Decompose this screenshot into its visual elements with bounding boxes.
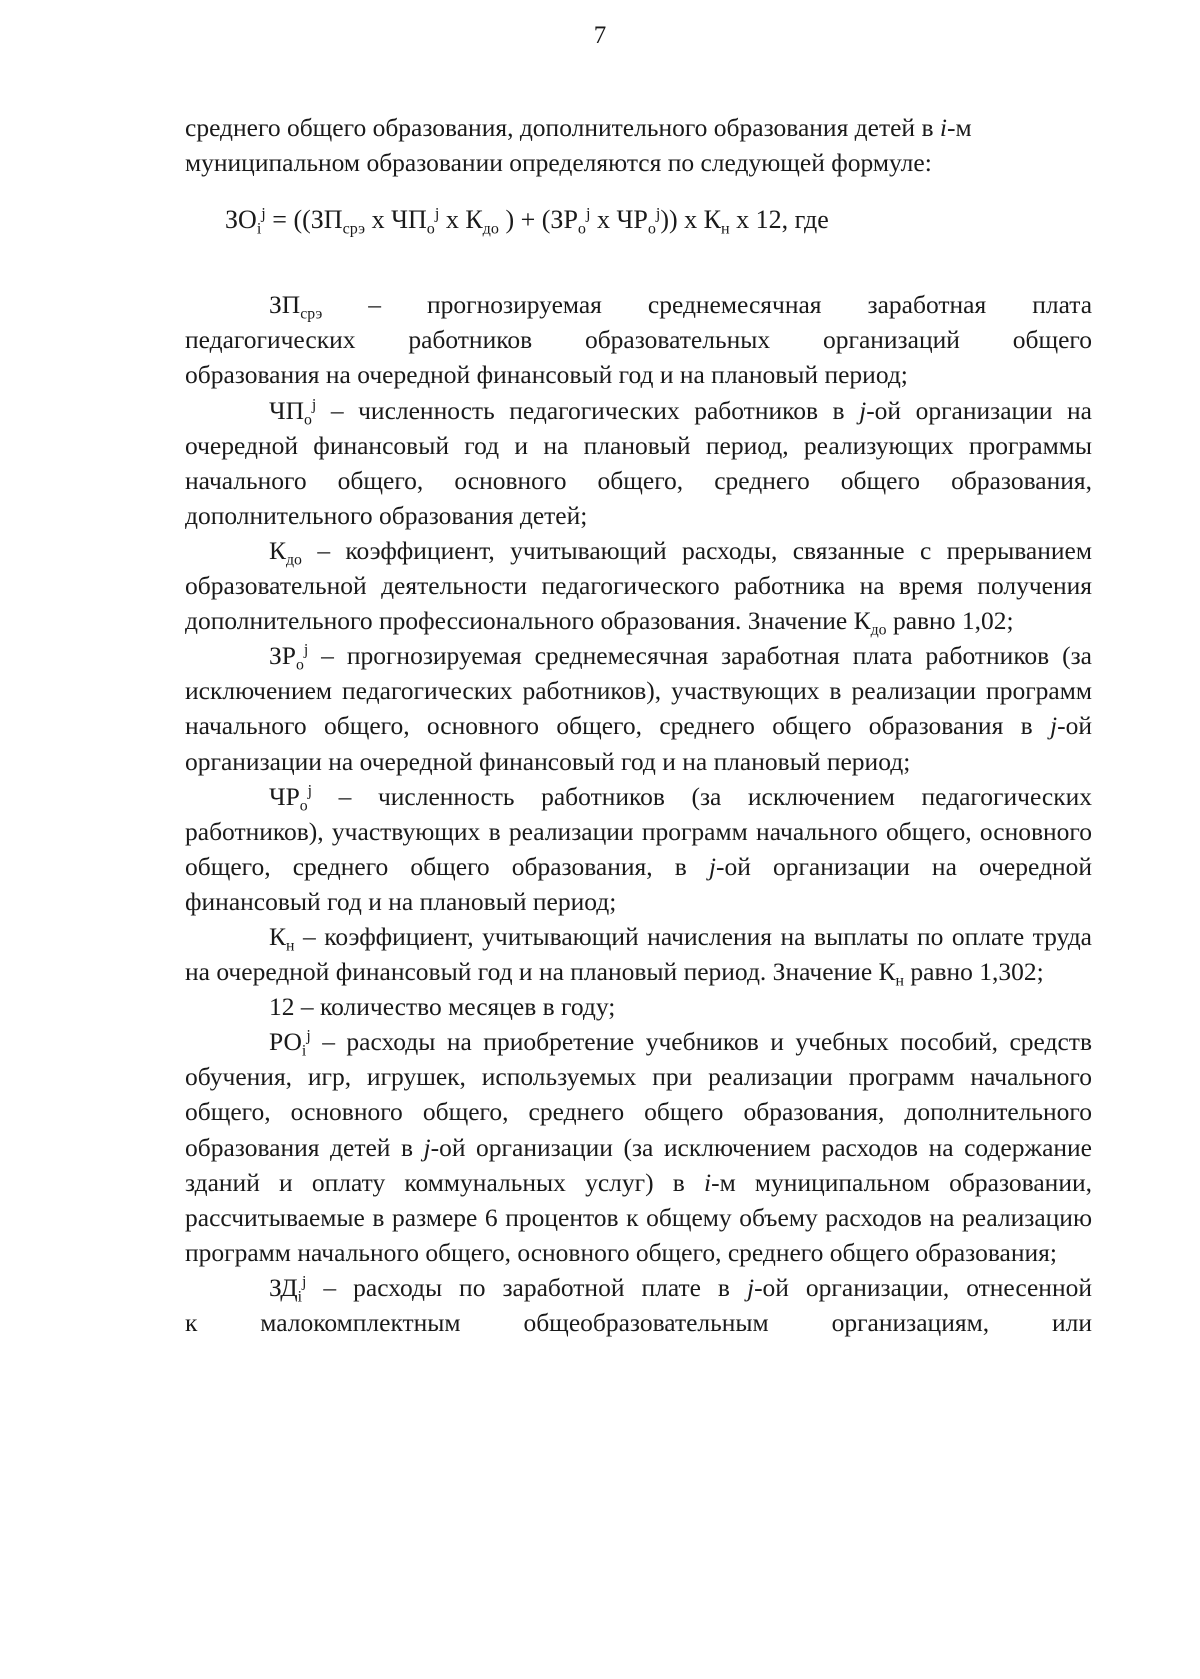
document-body [185, 110, 1092, 1340]
intro-paragraph: среднего общего образования, дополнительного образования детей в i-м муниципальном образовании определяются по следующей формуле: [185, 113, 972, 178]
definition-zp-line3: образования на очередной финансовый год и на плановый период; [185, 360, 908, 390]
definition-zd: $ЗД_i^j$ – расходы по заработной плате в j-ой организации, отнесенной [269, 1272, 1092, 1306]
page-number: 7 [593, 22, 607, 49]
definition-zd-last-line: к малокомплектным общеобразовательным организациям, или [185, 1308, 1093, 1337]
definition-zp-line2: педагогических работников образовательных организаций общего [185, 325, 1092, 355]
formula: $ЗО_i^j = ((ЗП_{срэ}$ х $ЧП_о^j$ х $К_{до}$ ) + ($ЗР_о^j$ х $ЧР_о^j$)) х $К_н$ х 12, где [225, 205, 829, 238]
definition-zr: $ЗР_о^j$ – прогнозируемая среднемесячная заработная плата работников (за исключением педагогических работников), участвующих в реализации программ начального общего, основного общего, среднего общего образования в j-ой организации на очередной финансовый год и на плановый период; [185, 641, 1092, 776]
definition-kn: $К_н$ – коэффициент, учитывающий начисления на выплаты по оплате труда на очередной финансовый год и на плановый период. Значение $К_н$ равно 1,302; [185, 921, 1092, 990]
definition-chr: $ЧР_о^j$ – численность работников (за исключением педагогических работников), участвующих в реализации программ начального общего, основного общего, среднего общего образования, в j-ой организации на очередной финансовый год и на плановый период; [185, 781, 1092, 916]
definition-twelve: 12 – количество месяцев в году; [269, 992, 616, 1022]
definition-zp-line1: $ЗП_{срэ}$ – прогнозируемая среднемесячная заработная плата [269, 290, 1093, 323]
definition-chp: $ЧП_о^j$ – численность педагогических работников в j-ой организации на очередной финансовый год и на плановый период, реализующих программы начального общего, основного общего, среднего общего образования, дополнительного образования детей; [185, 395, 1092, 530]
definition-ro: $РО_i^j$ – расходы на приобретение учебников и учебных пособий, средств обучения, игр, игрушек, используемых при реализации программ начального общего, основного общего, среднего общего образования, дополнительного образования детей в j-ой организации (за исключением расходов на содержание зданий и оплату коммунальных услуг) в i-м муниципальном образовании, рассчитываемые в размере 6 процентов к общему объему расходов на реализацию программ начального общего, основного общего, среднего общего образования; [185, 1027, 1092, 1267]
definition-kdo: $К_{до}$ – коэффициент, учитывающий расходы, связанные с прерыванием образовательной деятельности педагогического работника на время получения дополнительного профессионального образования. Значение $К_{до}$ равно 1,02; [185, 535, 1092, 639]
